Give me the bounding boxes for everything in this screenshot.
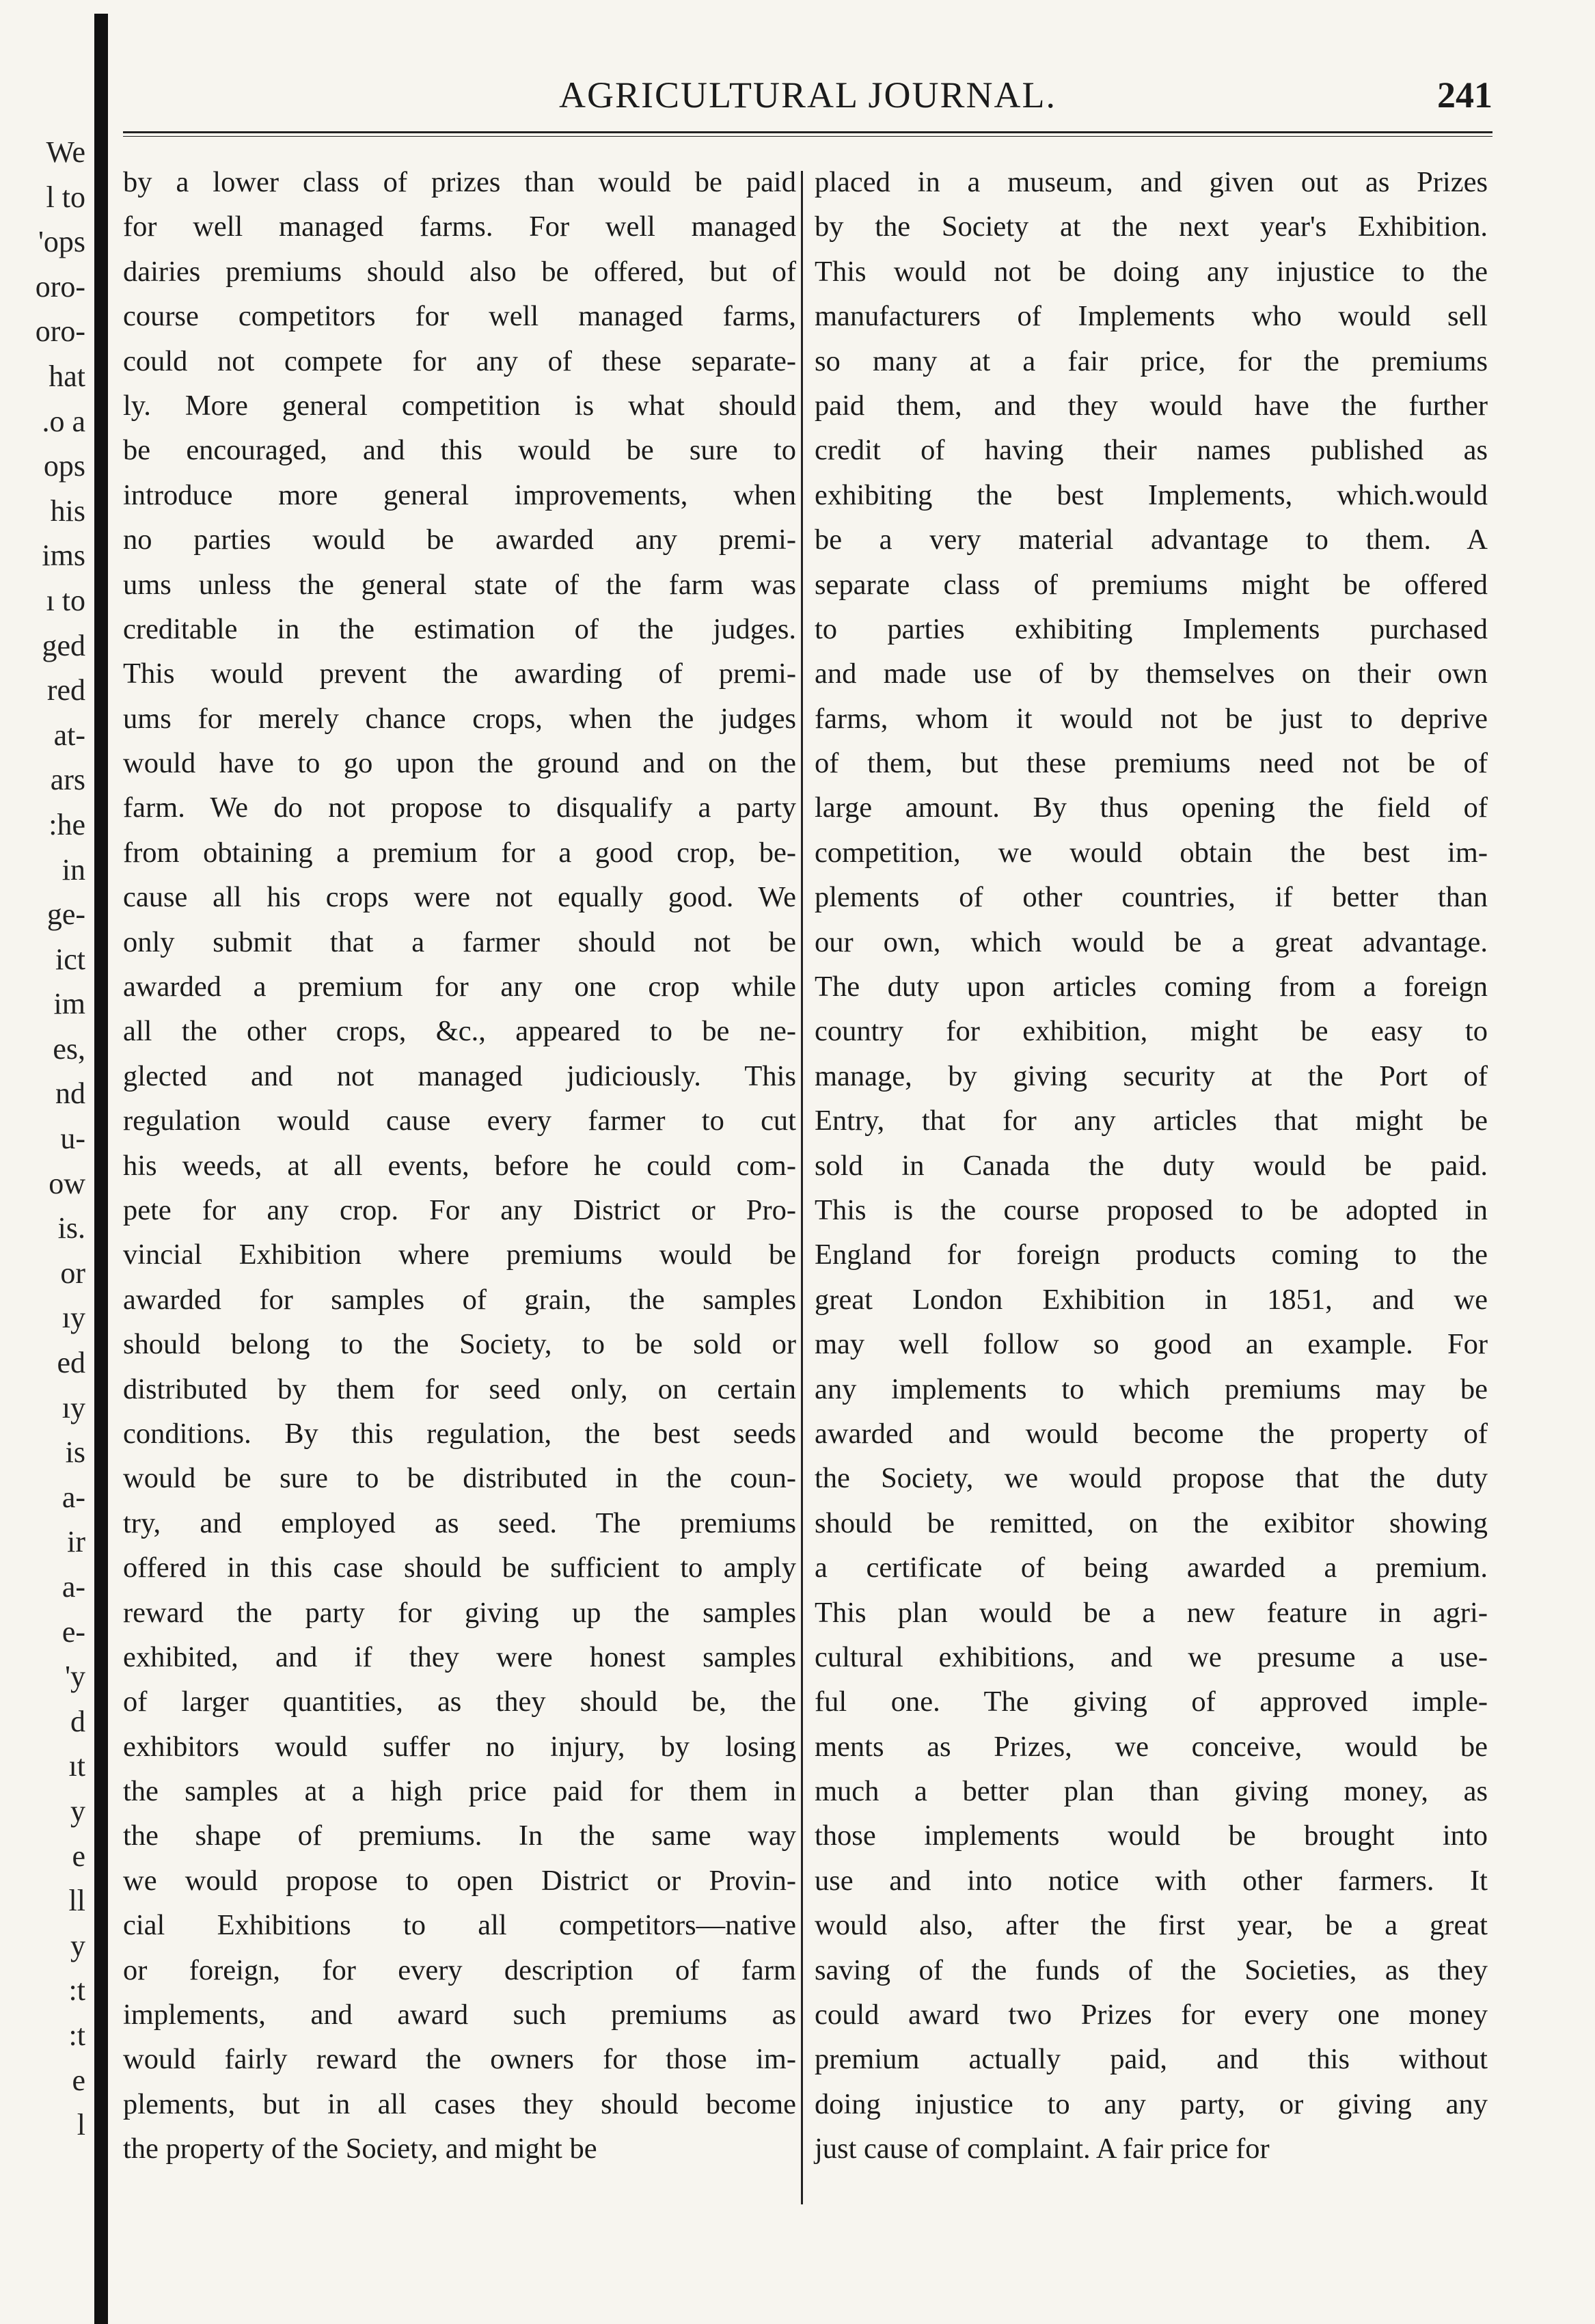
text-line: of them, but these premiums need not be of	[815, 747, 1488, 780]
text-line: by a lower class of prizes than would be paid	[123, 166, 796, 198]
text-line: from obtaining a premium for a good crop, be-	[123, 836, 796, 869]
text-line: England for foreign products coming to the	[815, 1239, 1488, 1271]
text-line: plements of other countries, if better than	[815, 881, 1488, 914]
margin-fragment: nd	[55, 1077, 85, 1111]
text-line: could award two Prizes for every one money	[815, 1999, 1488, 2031]
text-line: This plan would be a new feature in agri-	[815, 1596, 1488, 1629]
text-line: be a very material advantage to them. A	[815, 524, 1488, 556]
text-line: would be sure to be distributed in the coun-	[123, 1462, 796, 1495]
margin-fragment: his	[50, 494, 85, 528]
text-line: This would prevent the awarding of premi-	[123, 658, 796, 690]
text-line: try, and employed as seed. The premiums	[123, 1506, 796, 1539]
text-line: ums for merely chance crops, when the judges	[123, 702, 796, 735]
margin-fragment: 'y	[65, 1660, 85, 1694]
text-line: This is the course proposed to be adopted in	[815, 1193, 1488, 1226]
margin-fragment: :he	[49, 807, 85, 841]
margin-fragment: oro-	[35, 314, 85, 349]
text-line: ums unless the general state of the farm was	[123, 568, 796, 601]
text-line: The duty upon articles coming from a foreign	[815, 971, 1488, 1003]
text-line: plements, but in all cases they should become	[123, 2087, 796, 2120]
text-line: large amount. By thus opening the field of	[815, 792, 1488, 824]
text-line: premium actually paid, and this without	[815, 2043, 1488, 2076]
text-line: farms, whom it would not be just to deprive	[815, 702, 1488, 735]
text-line: the Society, we would propose that the duty	[815, 1462, 1488, 1495]
text-line: placed in a museum, and given out as Prizes	[815, 166, 1488, 198]
margin-fragment: 'ops	[38, 225, 85, 259]
text-line: those implements would be brought into	[815, 1820, 1488, 1852]
text-line: his weeds, at all events, before he could com-	[123, 1149, 796, 1182]
margin-fragment: at-	[53, 718, 85, 752]
text-line: ly. More general competition is what should	[123, 389, 796, 422]
text-line: and made use of by themselves on their own	[815, 658, 1488, 690]
margin-fragment: es,	[53, 1031, 85, 1066]
text-line: dairies premiums should also be offered, but of	[123, 255, 796, 288]
margin-fragment: ged	[42, 628, 85, 662]
text-line: awarded a premium for any one crop while	[123, 971, 796, 1003]
margin-fragment: :t	[68, 2018, 85, 2052]
margin-fragment: d	[70, 1704, 85, 1738]
text-line: introduce more general improvements, when	[123, 478, 796, 511]
margin-fragment: red	[46, 673, 85, 707]
margin-fragment: ars	[50, 763, 85, 797]
text-line: a certificate of being awarded a premium.	[815, 1552, 1488, 1584]
text-line: implements, and award such premiums as	[123, 1999, 796, 2031]
text-line: manage, by giving security at the Port of	[815, 1059, 1488, 1092]
text-line: course competitors for well managed farms,	[123, 300, 796, 333]
left-column	[123, 160, 796, 2172]
right-column	[815, 160, 1488, 2172]
margin-fragment: in	[62, 852, 85, 887]
text-line: would fairly reward the owners for those im-	[123, 2043, 796, 2076]
running-title: AGRICULTURAL JOURNAL.	[558, 75, 1057, 116]
text-line: credit of having their names published as	[815, 434, 1488, 467]
margin-fragment: e	[72, 2063, 85, 2097]
column-divider	[801, 171, 803, 2204]
text-line: cial Exhibitions to all competitors—native	[123, 1909, 796, 1942]
text-line: doing injustice to any party, or giving any	[815, 2087, 1488, 2120]
margin-fragment: oro-	[35, 269, 85, 303]
page-number: 241	[1437, 75, 1492, 116]
margin-fragment: a-	[62, 1480, 85, 1514]
margin-fragment: hat	[49, 359, 85, 393]
text-line: pete for any crop. For any District or Pro-	[123, 1193, 796, 1226]
text-line: use and into notice with other farmers. It	[815, 1864, 1488, 1897]
margin-fragment: ow	[49, 1166, 85, 1200]
text-line: Entry, that for any articles that might be	[815, 1105, 1488, 1137]
margin-fragment: We	[46, 135, 85, 169]
margin-fragment: l	[77, 2108, 85, 2142]
text-line: would also, after the first year, be a great	[815, 1909, 1488, 1942]
margin-fragment: ed	[57, 1346, 85, 1380]
text-line: glected and not managed judiciously. This	[123, 1059, 796, 1092]
text-line: cultural exhibitions, and we presume a use-	[815, 1640, 1488, 1673]
text-line: we would propose to open District or Provin-	[123, 1864, 796, 1897]
text-line: exhibitors would suffer no injury, by losing	[123, 1730, 796, 1763]
margin-fragment: ir	[67, 1525, 85, 1559]
text-line: only submit that a farmer should not be	[123, 925, 796, 958]
text-line: of larger quantities, as they should be, the	[123, 1686, 796, 1718]
text-line: could not compete for any of these separate-	[123, 344, 796, 377]
text-line: farm. We do not propose to disqualify a party	[123, 792, 796, 824]
text-line: exhibited, and if they were honest samples	[123, 1640, 796, 1673]
text-line: our own, which would be a great advantage.	[815, 925, 1488, 958]
text-line: so many at a fair price, for the premiums	[815, 344, 1488, 377]
margin-fragment: :t	[68, 1973, 85, 2008]
margin-fragment: ıy	[62, 1301, 85, 1335]
margin-fragment: ict	[55, 942, 85, 976]
margin-fragment: y	[70, 1794, 85, 1828]
text-line: ful one. The giving of approved imple-	[815, 1686, 1488, 1718]
text-line: should belong to the Society, to be sold or	[123, 1328, 796, 1361]
margin-fragment: u-	[60, 1122, 85, 1156]
margin-fragment: l to	[46, 180, 85, 214]
text-line: to parties exhibiting Implements purchased	[815, 612, 1488, 645]
margin-fragment: im	[53, 987, 85, 1021]
margin-fragment: ıy	[62, 1390, 85, 1424]
text-line: for well managed farms. For well managed	[123, 211, 796, 243]
text-line: no parties would be awarded any premi-	[123, 524, 796, 556]
text-line: all the other crops, &c., appeared to be ne-	[123, 1015, 796, 1048]
margin-fragment: or	[60, 1256, 85, 1290]
text-line: manufacturers of Implements who would sell	[815, 300, 1488, 333]
text-line: conditions. By this regulation, the best seeds	[123, 1417, 796, 1450]
text-line: competition, we would obtain the best im-	[815, 836, 1488, 869]
margin-fragment: ıt	[68, 1749, 85, 1783]
margin-fragment: ll	[68, 1884, 85, 1918]
text-line: offered in this case should be sufficient to amply	[123, 1552, 796, 1584]
margin-fragment: ims	[42, 539, 85, 573]
margin-fragment: e	[72, 1839, 85, 1873]
margin-fragment: e-	[62, 1614, 85, 1649]
text-line: the samples at a high price paid for them in	[123, 1775, 796, 1808]
text-line: awarded and would become the property of	[815, 1417, 1488, 1450]
binding-shadow	[94, 14, 108, 2324]
text-line: vincial Exhibition where premiums would be	[123, 1239, 796, 1271]
text-line: This would not be doing any injustice to the	[815, 255, 1488, 288]
text-line: awarded for samples of grain, the samples	[123, 1283, 796, 1316]
margin-fragment: a-	[62, 1570, 85, 1604]
previous-page-margin-fragments	[0, 130, 85, 2148]
text-line: the shape of premiums. In the same way	[123, 1820, 796, 1852]
text-line: regulation would cause every farmer to cut	[123, 1105, 796, 1137]
margin-fragment: is.	[57, 1211, 85, 1245]
text-line: paid them, and they would have the further	[815, 389, 1488, 422]
text-line: or foreign, for every description of farm	[123, 1954, 796, 1986]
text-line: reward the party for giving up the samples	[123, 1596, 796, 1629]
margin-fragment: y	[70, 1928, 85, 1962]
margin-fragment: is	[65, 1435, 85, 1470]
margin-fragment: ı to	[46, 583, 85, 617]
page-header	[123, 74, 1492, 122]
text-line: would have to go upon the ground and on the	[123, 747, 796, 780]
text-line: sold in Canada the duty would be paid.	[815, 1149, 1488, 1182]
text-line: just cause of complaint. A fair price for	[815, 2133, 1270, 2165]
text-line: be encouraged, and this would be sure to	[123, 434, 796, 467]
margin-fragment: .o a	[42, 404, 85, 438]
text-line: separate class of premiums might be offered	[815, 568, 1488, 601]
text-line: saving of the funds of the Societies, as they	[815, 1954, 1488, 1986]
margin-fragment: ge-	[46, 897, 85, 932]
text-line: may well follow so good an example. For	[815, 1328, 1488, 1361]
text-line: by the Society at the next year's Exhibition.	[815, 211, 1488, 243]
header-double-rule	[123, 131, 1492, 137]
text-line: great London Exhibition in 1851, and we	[815, 1283, 1488, 1316]
margin-fragment: ops	[43, 449, 85, 483]
text-line: distributed by them for seed only, on certain	[123, 1373, 796, 1405]
text-line: exhibiting the best Implements, which.would	[815, 478, 1488, 511]
text-line: creditable in the estimation of the judges.	[123, 612, 796, 645]
text-line: any implements to which premiums may be	[815, 1373, 1488, 1405]
text-line: much a better plan than giving money, as	[815, 1775, 1488, 1808]
text-line: the property of the Society, and might be	[123, 2133, 597, 2165]
text-line: should be remitted, on the exibitor showing	[815, 1506, 1488, 1539]
text-line: cause all his crops were not equally good. We	[123, 881, 796, 914]
text-line: ments as Prizes, we conceive, would be	[815, 1730, 1488, 1763]
text-line: country for exhibition, might be easy to	[815, 1015, 1488, 1048]
